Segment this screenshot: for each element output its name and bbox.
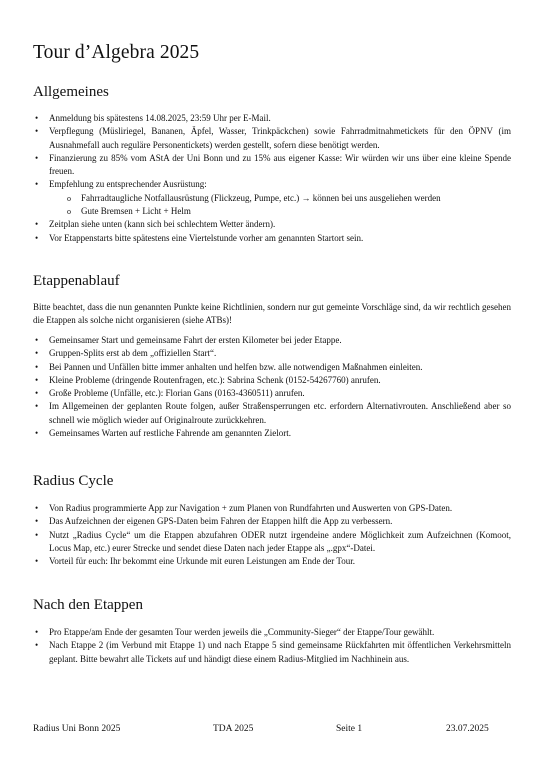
bullet-icon: • bbox=[35, 374, 39, 385]
list-item: • Vorteil für euch: Ihr bekommt eine Urkunde mit euren Leistungen am Ende der Tour. bbox=[33, 555, 511, 568]
list-item: • Empfehlung zu entsprechender Ausrüstung: bbox=[33, 178, 511, 191]
footer-short-title: TDA 2025 bbox=[213, 724, 254, 734]
bullet-icon: • bbox=[35, 348, 39, 359]
bullet-icon: • bbox=[35, 335, 39, 345]
list-item: • Im Allgemeinen der geplanten Route folgen, außer Straßensperrungen etc. erfordern Alternativrouten. Anschließend aber so schnell wie möglich wieder auf Originalroute zurückkehren. bbox=[35, 401, 511, 425]
footer-page-number: Seite 1 bbox=[336, 724, 363, 734]
list-item: • Kleine Probleme (dringende Routenfragen, etc.): Sabrina Schenk (0152-54267760) anrufen. bbox=[33, 374, 511, 387]
document-title: Tour d’Algebra 2025 bbox=[33, 42, 200, 63]
list-item: • Nutzt „Radius Cycle“ um die Etappen abzufahren ODER nutzt irgendeine andere Möglichkeit zum Aufzeichnen (Komoot, Locus Map, etc.) eurer Strecke und sendet diese Daten nach jeder Etappe als „.gpx“-Datei. bbox=[35, 529, 511, 553]
list-item: • Vor Etappenstarts bitte spätestens eine Viertelstunde vorher am genannten Startort sein. bbox=[33, 232, 511, 245]
list-allgemeines bbox=[33, 112, 511, 245]
list-nach-den-etappen bbox=[33, 626, 511, 666]
footer-org: Radius Uni Bonn 2025 bbox=[33, 724, 121, 734]
bullet-icon: • bbox=[35, 179, 39, 190]
list-item: • Gemeinsamer Start und gemeinsame Fahrt der ersten Kilometer bei jeder Etappe. bbox=[33, 334, 511, 347]
list-item: • Finanzierung zu 85% vom AStA der Uni Bonn und zu 15% aus eigener Kasse: Wir würden wir uns über eine kleine Spende freuen. bbox=[35, 152, 511, 177]
bullet-icon: • bbox=[35, 152, 39, 163]
bullet-icon: • bbox=[35, 627, 39, 637]
sub-list-item: o Fahrradtaugliche Notfallausrüstung (Flickzeug, Pumpe, etc.) → können bei uns ausgeliehen werden bbox=[33, 192, 511, 205]
list-item: • Gruppen-Splits erst ab dem „offiziellen Start“. bbox=[33, 347, 511, 360]
bullet-icon: • bbox=[35, 126, 39, 137]
list-etappenablauf bbox=[33, 334, 511, 440]
footer-date: 23.07.2025 bbox=[446, 724, 489, 734]
heading-allgemeines: Allgemeines bbox=[33, 84, 109, 100]
heading-etappenablauf: Etappenablauf bbox=[33, 273, 120, 289]
heading-radius-cycle: Radius Cycle bbox=[33, 473, 114, 489]
circle-bullet-icon: o bbox=[67, 193, 71, 203]
list-item: • Anmeldung bis spätestens 14.08.2025, 23:59 Uhr per E-Mail. bbox=[33, 112, 511, 125]
bullet-icon: • bbox=[35, 113, 39, 123]
bullet-icon: • bbox=[35, 401, 39, 412]
list-item: • Nach Etappe 2 (im Verbund mit Etappe 1) und nach Etappe 5 sind gemeinsame Rückfahrten mit öffentlichen Verkehrsmitteln geplant. Bitte bewahrt alle Tickets auf und händigt diese einem Radius-Mitglied im Nachhinein aus. bbox=[35, 640, 511, 664]
list-item: • Das Aufzeichnen der eigenen GPS-Daten beim Fahren der Etappen hilft die App zu verbessern. bbox=[33, 515, 511, 528]
list-item: • Verpflegung (Müsliriegel, Bananen, Äpfel, Wasser, Trinkpäckchen) sowie Fahrradmitnahmetickets für den ÖPNV (im Ausnahmefall auch reguläre Personentickets) werden gestellt, sofern diese benötigt werden. bbox=[35, 126, 511, 150]
list-item: • Bei Pannen und Unfällen bitte immer anhalten und helfen bzw. alle notwendigen Maßnahmen einleiten. bbox=[33, 361, 511, 374]
list-item: • Von Radius programmierte App zur Navigation + zum Planen von Rundfahrten und Auswerten von GPS-Daten. bbox=[33, 502, 511, 515]
bullet-icon: • bbox=[35, 219, 39, 230]
list-item: • Zeitplan siehe unten (kann sich bei schlechtem Wetter ändern). bbox=[33, 218, 511, 231]
bullet-icon: • bbox=[35, 361, 39, 372]
sub-list-item: o Gute Bremsen + Licht + Helm bbox=[33, 205, 511, 218]
bullet-icon: • bbox=[35, 516, 39, 527]
list-item: • Pro Etappe/am Ende der gesamten Tour werden jeweils die „Community-Sieger“ der Etappe/Tour gewählt. bbox=[33, 626, 511, 639]
etappenablauf-intro: Bitte beachtet, dass die nun genannten Punkte keine Richtlinien, sondern nur gut gemeinte Vorschläge sind, da wir rechtlich gesehen die Etappen als solche nicht organisieren (siehe ATBs)! bbox=[33, 302, 511, 325]
bullet-icon: • bbox=[35, 388, 39, 399]
bullet-icon: • bbox=[35, 556, 39, 567]
list-item: • Große Probleme (Unfälle, etc.): Florian Gans (0163-4360511) anrufen. bbox=[33, 387, 511, 400]
list-item: • Gemeinsames Warten auf restliche Fahrende am genannten Zielort. bbox=[33, 427, 511, 440]
bullet-icon: • bbox=[35, 529, 39, 540]
bullet-icon: • bbox=[35, 640, 39, 651]
circle-bullet-icon: o bbox=[67, 207, 71, 217]
bullet-icon: • bbox=[35, 503, 39, 513]
bullet-icon: • bbox=[35, 428, 39, 439]
heading-nach-den-etappen: Nach den Etappen bbox=[33, 597, 143, 613]
bullet-icon: • bbox=[35, 232, 39, 243]
list-radius-cycle bbox=[33, 502, 511, 568]
